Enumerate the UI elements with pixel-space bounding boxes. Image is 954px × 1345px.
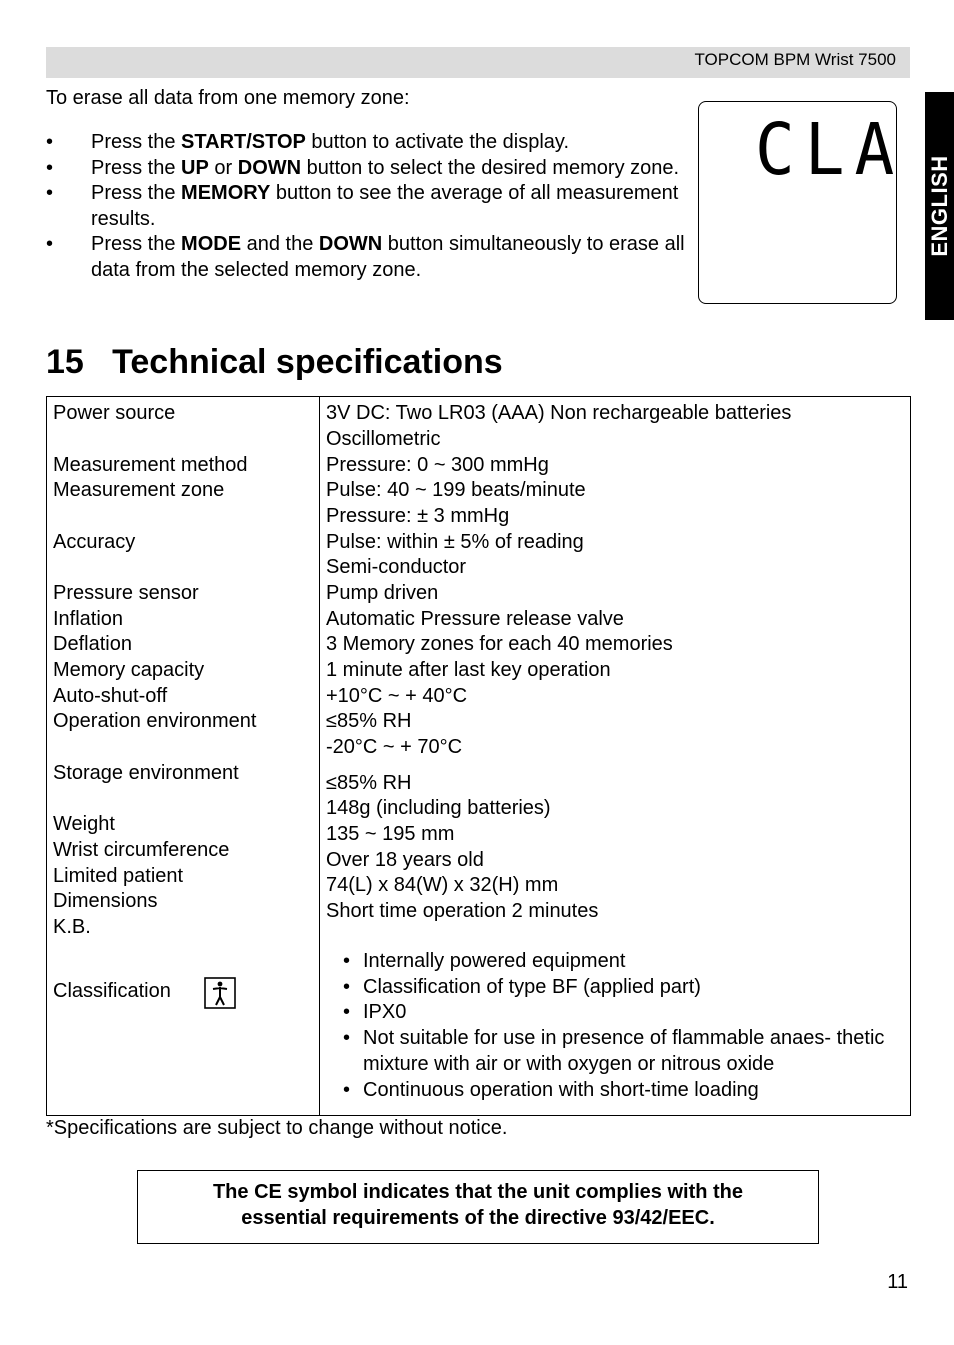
spec-label: Inflation — [53, 608, 124, 630]
button-name: DOWN — [318, 233, 383, 256]
spec-label: K.B. — [53, 916, 91, 938]
bullet: • — [343, 1078, 351, 1101]
button-name: MODE — [181, 233, 242, 256]
list-item — [46, 181, 686, 232]
spec-label: Operation environment — [53, 710, 257, 732]
list-item — [46, 232, 686, 283]
classification-text: Internally powered equipment — [363, 950, 626, 972]
footnote: *Specifications are subject to change without notice. — [46, 1117, 508, 1139]
step-text: Press the — [91, 182, 182, 205]
spec-value: ≤85% RH — [326, 772, 412, 794]
section-title: 15 Technical specifications — [46, 343, 503, 381]
spec-value: 148g (including batteries) — [326, 797, 551, 819]
lcd-readout: CLA — [755, 108, 905, 192]
bullet: • — [46, 131, 54, 153]
spec-value: Pressure: ± 3 mmHg — [326, 505, 510, 527]
spec-label: Memory capacity — [53, 659, 205, 681]
ce-notice-line: essential requirements of the directive 93/42/EEC. — [241, 1207, 715, 1229]
spec-label: Deflation — [53, 633, 132, 655]
ce-notice-line: The CE symbol indicates that the unit complies with the — [212, 1181, 744, 1203]
classification-text: IPX0 — [363, 1001, 407, 1024]
spec-label: Power source — [53, 402, 176, 424]
erase-steps-list — [46, 130, 686, 284]
list-item — [46, 130, 686, 156]
button-name: UP — [181, 156, 209, 179]
spec-label: Pressure sensor — [53, 582, 199, 604]
bullet: • — [46, 156, 54, 179]
spec-value: Pulse: within ± 5% of reading — [326, 531, 584, 553]
bullet: • — [46, 182, 54, 205]
page-number: 11 — [887, 1271, 908, 1293]
spec-value: Oscillometric — [326, 428, 441, 450]
header-bar — [46, 47, 910, 78]
button-name: DOWN — [237, 156, 302, 179]
step-text: button to select the desired memory zone. — [301, 156, 680, 179]
step-text: button to activate the display. — [305, 131, 569, 153]
spec-label: Dimensions — [53, 890, 158, 912]
step-text: Press the — [91, 233, 182, 256]
spec-label: Measurement method — [53, 454, 248, 476]
step-text: or — [208, 156, 238, 179]
bullet: • — [343, 1027, 351, 1050]
spec-value: 3 Memory zones for each 40 memories — [326, 633, 673, 655]
spec-value: Pump driven — [326, 582, 439, 604]
step-text: Press the — [91, 131, 182, 153]
spec-label: Auto-shut-off — [53, 685, 168, 707]
spec-value: Pressure: 0 ~ 300 mmHg — [326, 454, 549, 476]
column-divider — [319, 397, 320, 1115]
list-item — [326, 1026, 906, 1077]
lcd-display — [698, 101, 905, 304]
spec-label: Classification — [53, 980, 171, 1002]
list-item — [326, 949, 906, 975]
type-bf-applied-part-icon — [204, 977, 236, 1009]
spec-label: Limited patient — [53, 865, 184, 887]
spec-value: +10°C ~ + 40°C — [326, 685, 468, 707]
spec-table — [46, 396, 911, 1116]
spec-value: Short time operation 2 minutes — [326, 900, 599, 922]
classification-text: Not suitable for use in presence of flammable anaes- thetic mixture with air or with oxygen or nitrous oxide — [363, 1027, 885, 1075]
bullet: • — [343, 950, 351, 972]
spec-value: Automatic Pressure release valve — [326, 608, 624, 630]
spec-value: 3V DC: Two LR03 (AAA) Non rechargeable batteries — [326, 402, 792, 424]
spec-value: 1 minute after last key operation — [326, 659, 611, 681]
button-name: START/STOP — [181, 131, 306, 153]
spec-label: Weight — [53, 813, 115, 835]
language-tab-label: ENGLISH — [926, 155, 952, 257]
list-item — [326, 1000, 906, 1026]
header-title: TOPCOM BPM Wrist 7500 — [694, 50, 896, 69]
bullet: • — [343, 975, 351, 998]
classification-list — [326, 949, 906, 1103]
ce-notice-box — [137, 1170, 819, 1244]
step-text: button to see the average of all measurement results. — [91, 182, 679, 230]
list-item — [46, 156, 686, 182]
spec-label: Wrist circumference — [53, 839, 230, 861]
spec-value: -20°C ~ + 70°C — [326, 736, 463, 758]
list-item — [326, 1078, 906, 1104]
classification-text: Continuous operation with short-time loading — [363, 1078, 759, 1101]
spec-value: ≤85% RH — [326, 710, 412, 732]
spec-label: Storage environment — [53, 762, 239, 784]
spec-label: Accuracy — [53, 531, 136, 553]
language-tab — [925, 92, 954, 320]
button-name: MEMORY — [181, 182, 271, 205]
step-text: button simultaneously to erase all data from the selected memory zone. — [91, 233, 685, 281]
spec-value: Semi-conductor — [326, 556, 467, 578]
classification-text: Classification of type BF (applied part) — [363, 975, 701, 998]
list-item — [326, 975, 906, 1001]
spec-value: Pulse: 40 ~ 199 beats/minute — [326, 479, 586, 501]
bullet: • — [343, 1001, 351, 1024]
spec-label: Measurement zone — [53, 479, 225, 501]
step-text: and the — [241, 233, 319, 256]
spec-value: 135 ~ 195 mm — [326, 823, 455, 845]
spec-value: Over 18 years old — [326, 849, 484, 871]
bullet: • — [46, 233, 54, 256]
spec-value: 74(L) x 84(W) x 32(H) mm — [326, 874, 559, 896]
intro-text: To erase all data from one memory zone: — [46, 87, 410, 109]
step-text: Press the — [91, 156, 182, 179]
